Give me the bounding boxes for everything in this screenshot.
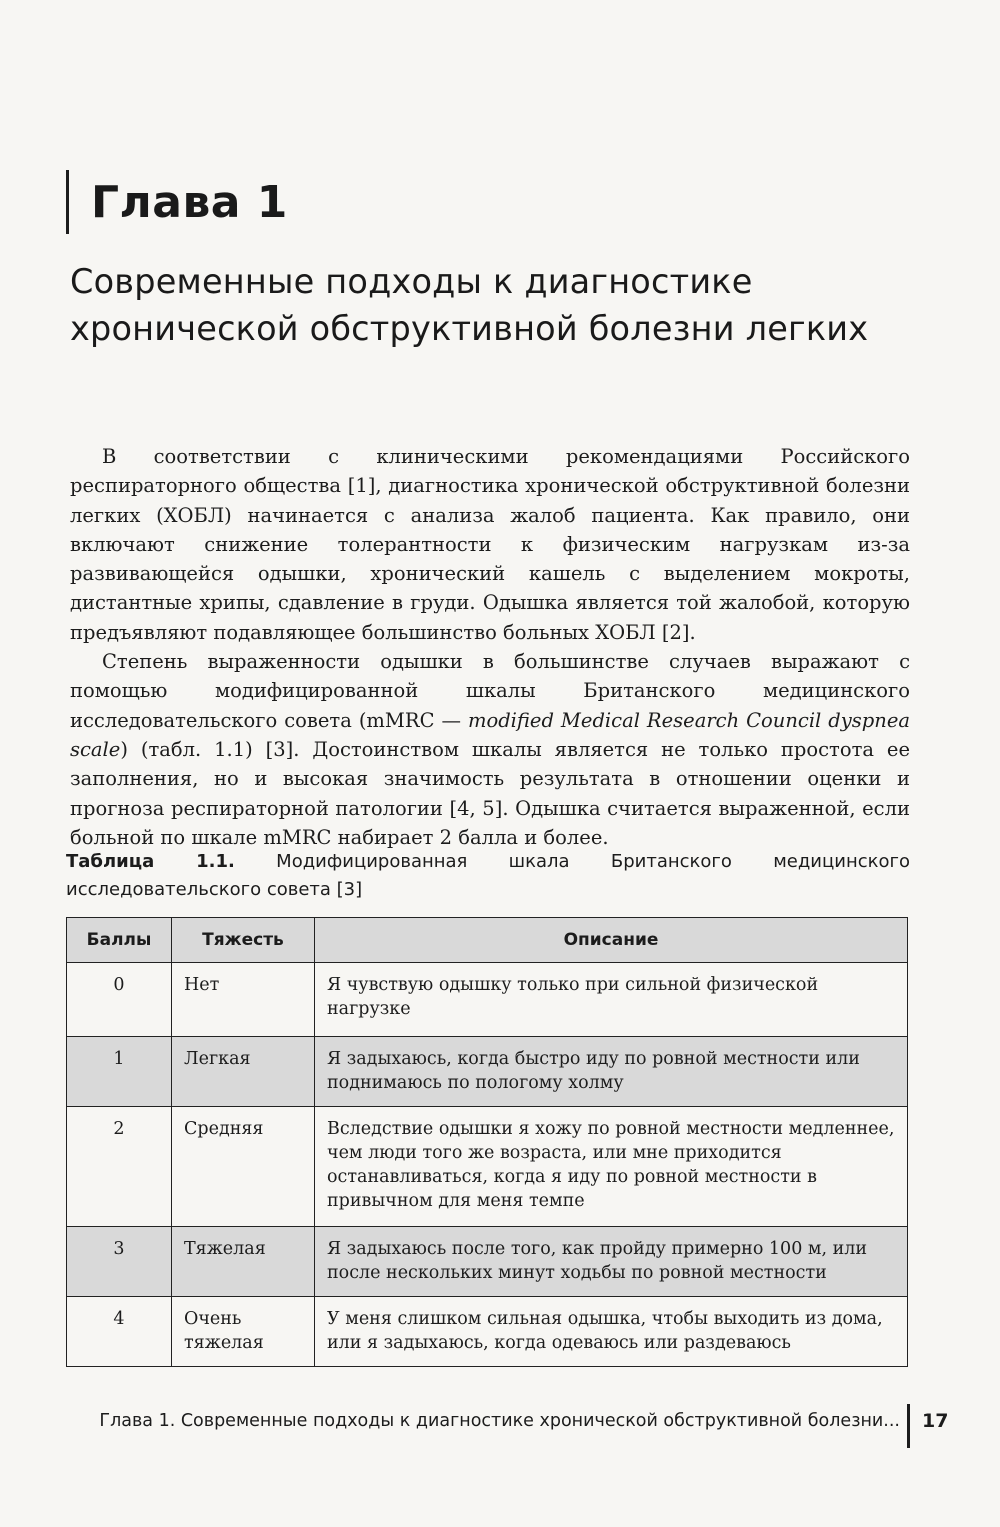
table-header-row <box>67 918 908 963</box>
row-description: Я чувствую одышку только при сильной физической нагрузке <box>315 963 908 1037</box>
page-footer <box>0 1400 1000 1448</box>
row-description: Я задыхаюсь после того, как пройду примерно 100 м, или после нескольких минут ходьбы по ровной местности <box>315 1227 908 1297</box>
row-description: У меня слишком сильная одышка, чтобы выходить из дома, или я задыхаюсь, когда одеваюсь или раздеваюсь <box>315 1297 908 1367</box>
paragraph-2-italic: modified Medical Research Council dyspnea scale <box>70 708 910 761</box>
table-row <box>67 1227 908 1297</box>
paragraph-2-end: ) (табл. 1.1) [3]. Достоинством шкалы является не только простота ее заполнения, но и высокая значимость результата в отношении оценки и прогноза респираторной патологии [4, 5]. Одышка считается выраженной, если больной по шкале mMRC набирает 2 балла и более. <box>70 737 910 849</box>
row-score: 3 <box>67 1227 172 1297</box>
table-caption-label: Таблица 1.1. <box>66 851 235 872</box>
header-score: Баллы <box>67 918 172 963</box>
table-row <box>67 1037 908 1107</box>
row-severity: Нет <box>172 963 315 1037</box>
table-row <box>67 1297 908 1367</box>
chapter-bar <box>66 170 69 234</box>
page-number: 17 <box>922 1410 949 1432</box>
row-description: Вследствие одышки я хожу по ровной местности медленнее, чем люди того же возраста, или мне приходится останавливаться, когда я иду по ровной местности в привычном для меня темпе <box>315 1107 908 1227</box>
header-description: Описание <box>315 918 908 963</box>
paragraph-1: В соответствии с клиническими рекомендациями Российского респираторного общества [1], диагностика хронической обструктивной болезни легких (ХОБЛ) начинается с анализа жалоб пациента. Как правило, они включают снижение толерантности к физическим нагрузкам из-за развивающейся одышки, хронический кашель с выделением мокроты, дистантные хрипы, сдавление в груди. Одышка является той жалобой, которую предъявляют подавляющее большинство больных ХОБЛ [2]. <box>70 445 910 644</box>
row-severity: Средняя <box>172 1107 315 1227</box>
row-severity: Тяжелая <box>172 1227 315 1297</box>
header-severity: Тяжесть <box>172 918 315 963</box>
chapter-title-line-2: хронической обструктивной болезни легких <box>70 309 869 348</box>
chapter-heading <box>66 170 288 234</box>
table-caption-text: Модифицированная шкала Британского медицинского исследовательского совета [3] <box>66 851 910 900</box>
row-score: 0 <box>67 963 172 1037</box>
mmrc-table <box>66 917 908 1367</box>
body-text <box>70 442 910 852</box>
chapter-label: Глава 1 <box>91 176 288 228</box>
row-score: 4 <box>67 1297 172 1367</box>
running-title: Глава 1. Современные подходы к диагностике хронической обструктивной болезни... <box>99 1411 900 1431</box>
paragraph-2 <box>70 647 910 852</box>
table-row <box>67 963 908 1037</box>
row-severity: Очень тяжелая <box>172 1297 315 1367</box>
chapter-title-line-1: Современные подходы к диагностике <box>70 262 753 301</box>
table-row <box>67 1107 908 1227</box>
row-severity: Легкая <box>172 1037 315 1107</box>
row-description: Я задыхаюсь, когда быстро иду по ровной местности или поднимаюсь по пологому холму <box>315 1037 908 1107</box>
table-caption <box>66 848 910 904</box>
paragraph-2-start: Степень выраженности одышки в большинстве случаев выражают с помощью модифицированной шкалы Британского медицинского исследовательского совета (mMRC — <box>70 650 910 732</box>
footer-divider <box>907 1404 910 1448</box>
row-score: 2 <box>67 1107 172 1227</box>
row-score: 1 <box>67 1037 172 1107</box>
chapter-title <box>70 258 950 352</box>
